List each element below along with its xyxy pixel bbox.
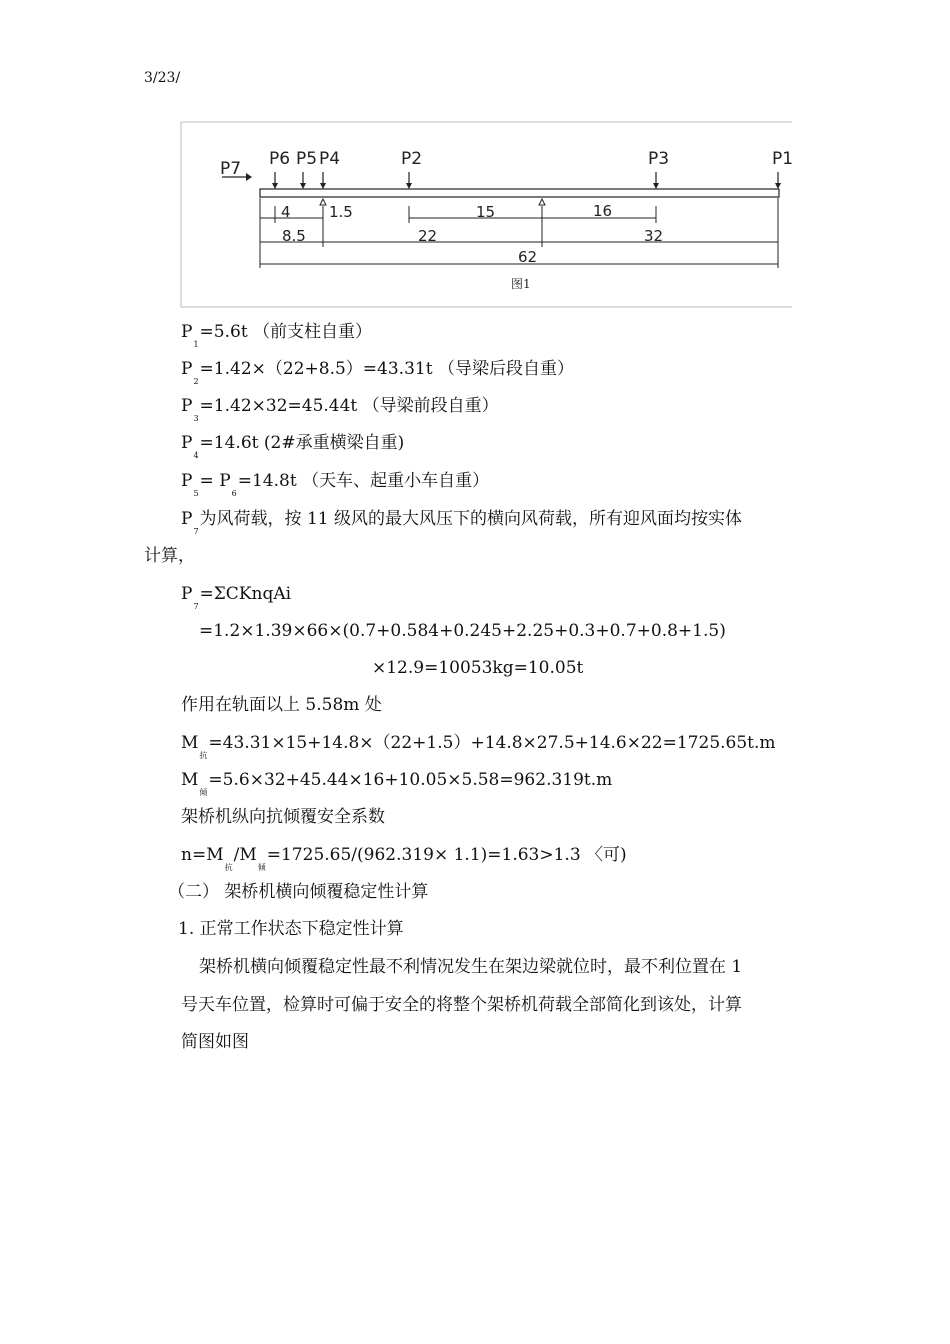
p7-formula-line2: =1.2×1.39×66×(0.7+0.584+0.245+2.25+0.3+0.7+0.8+1.5) <box>199 621 726 641</box>
p7-line-cont: 计算， <box>144 546 195 566</box>
load-label-p6: P6 <box>269 149 291 169</box>
load-label-p4: P4 <box>319 149 341 169</box>
page-number: 3/23/ <box>144 70 181 86</box>
dim-62: 62 <box>518 248 538 266</box>
safety-factor-title: 架桥机纵向抗倾覆安全系数 <box>181 807 385 827</box>
load-label-p5: P5 <box>296 149 318 169</box>
load-label-p1: P1 <box>772 149 792 169</box>
p7-formula: $P_7=\Sigma CKnqAi$ <box>181 584 292 611</box>
beam <box>260 189 779 197</box>
dim-8-5: 8.5 <box>282 227 306 245</box>
dim-4: 4 <box>281 203 291 221</box>
m-kang-formula: $M_抗=43.31\times 15+14.8\times(22+1.5)+14.8\times 27.5+14.6\times 22=1725.65t.m$ <box>181 733 776 760</box>
figure-1 <box>180 120 792 308</box>
beam-diagram <box>180 120 792 308</box>
section-heading-2: （二） 架桥机横向倾覆稳定性计算 <box>168 882 429 902</box>
dim-15: 15 <box>476 203 496 221</box>
p7-line: $P_7$为风荷载，按 11 级风的最大风压下的横向风荷载，所有迎风面均按实体 <box>181 509 742 536</box>
safety-factor-formula: $n=M_抗/M_倾=1725.65/(962.319\times 1.1)=1.63>1.3$ 〈可) <box>181 845 627 872</box>
paragraph-line-2: 号天车位置，检算时可偏于安全的将整个架桥机荷载全部简化到该处，计算 <box>181 995 742 1015</box>
paragraph-line-1: 架桥机横向倾覆稳定性最不利情况发生在架边梁就位时，最不利位置在 1 <box>199 957 743 977</box>
p7-formula-line3: ×12.9=10053kg=10.05t <box>372 658 584 678</box>
dim-16: 16 <box>593 202 613 220</box>
p4-line: $P_4=14.6t$ (2#承重横梁自重) <box>181 433 405 460</box>
acting-height-line: 作用在轨面以上 5.58m 处 <box>181 695 382 715</box>
figure-caption: 图1 <box>511 277 531 291</box>
p2-line: $P_2=1.42\times(22+8.5)=43.31t$ （导梁后段自重） <box>181 359 574 386</box>
p5-p6-line: $P_5= P_6=14.8t$ （天车、起重小车自重） <box>181 471 490 498</box>
dim-1-5: 1.5 <box>329 203 353 221</box>
dim-22: 22 <box>418 227 438 245</box>
paragraph-line-3: 简图如图 <box>181 1032 249 1052</box>
dim-32: 32 <box>644 227 664 245</box>
p3-line: $P_3=1.42\times 32=45.44t$ （导梁前段自重） <box>181 396 499 423</box>
load-label-p2: P2 <box>401 149 423 169</box>
m-qing-formula: $M_倾=5.6\times 32+45.44\times 16+10.05\times 5.58=962.319t.m$ <box>181 770 613 797</box>
subsection-heading-1: 1. 正常工作状态下稳定性计算 <box>178 919 404 939</box>
load-label-p3: P3 <box>648 149 670 169</box>
load-label-p7: P7 <box>220 159 242 179</box>
p1-line: $P_1=5.6t$ （前支柱自重） <box>181 322 373 349</box>
